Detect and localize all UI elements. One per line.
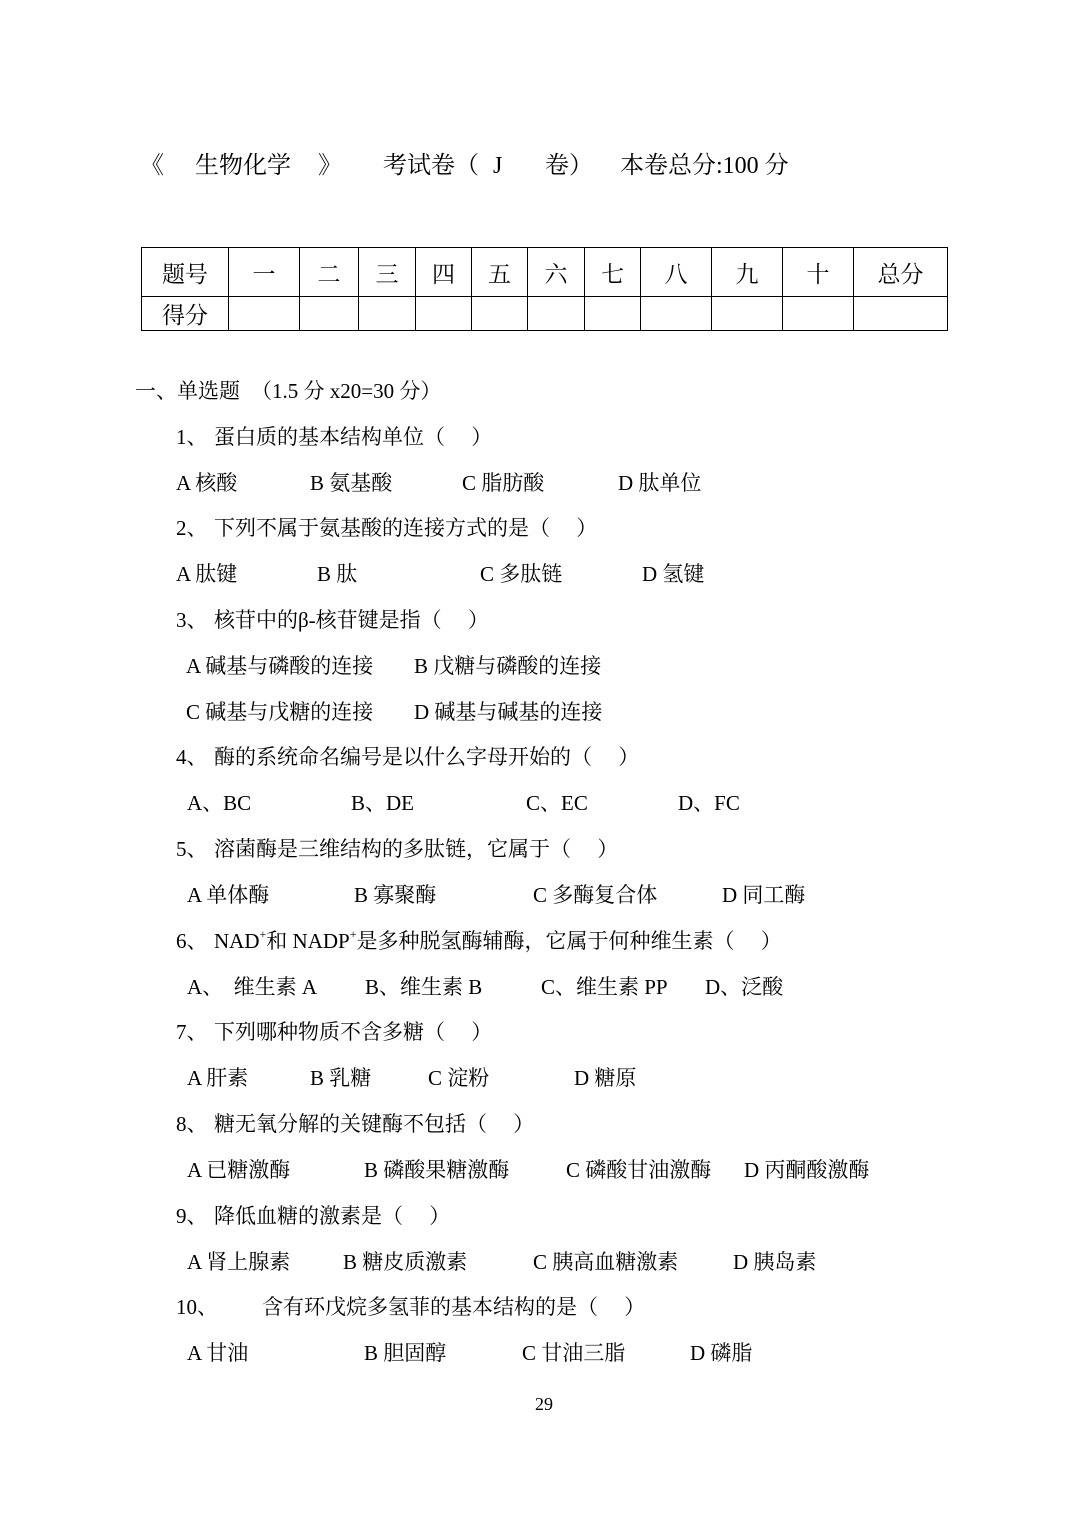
- question-text: 下列不属于氨基酸的连接方式的是（ ）: [214, 516, 598, 540]
- option-d[interactable]: D 肽单位: [618, 471, 702, 495]
- title-paper: J: [493, 153, 503, 179]
- score-cell[interactable]: [528, 297, 585, 331]
- score-cell[interactable]: [783, 297, 854, 331]
- question-text-part: 是多种脱氢酶辅酶，它属于何种维生素（ ）: [356, 929, 782, 953]
- title-subject: 生物化学: [195, 153, 291, 179]
- option-b[interactable]: B 乳糖: [310, 1066, 372, 1090]
- question-text: [214, 929, 782, 953]
- option-d[interactable]: D 磷脂: [690, 1341, 753, 1365]
- option-d[interactable]: D 氢键: [642, 562, 705, 586]
- score-table-header-row: [142, 248, 948, 297]
- option-b[interactable]: B 糖皮质激素: [343, 1250, 468, 1274]
- question-number: 4、: [176, 745, 208, 769]
- question-number: 10、: [176, 1295, 218, 1319]
- header-cell: 四: [416, 248, 472, 297]
- option-c[interactable]: C 脂肪酸: [462, 471, 545, 495]
- option-b[interactable]: B 戊糖与磷酸的连接: [414, 654, 602, 678]
- option-a[interactable]: A 单体酶: [187, 883, 270, 907]
- option-a[interactable]: A 肽键: [176, 562, 238, 586]
- option-c[interactable]: C 甘油三脂: [522, 1341, 626, 1365]
- header-cell: 三: [359, 248, 416, 297]
- option-c[interactable]: C 胰高血糖激素: [533, 1250, 679, 1274]
- header-cell: 十: [783, 248, 854, 297]
- option-d[interactable]: D 同工酶: [722, 883, 806, 907]
- option-b[interactable]: B 肽: [317, 562, 358, 586]
- superscript-plus: +: [349, 927, 357, 941]
- option-a[interactable]: A 碱基与磷酸的连接: [186, 654, 374, 678]
- option-b[interactable]: B 寡聚酶: [354, 883, 437, 907]
- option-b[interactable]: B 氨基酸: [310, 471, 393, 495]
- question-text: 核苷中的β-核苷键是指（ ）: [214, 608, 489, 632]
- option-d[interactable]: D 丙酮酸激酶: [744, 1158, 870, 1182]
- score-table-score-row: [142, 297, 948, 331]
- question-number: 1、: [176, 425, 208, 449]
- header-cell: 八: [641, 248, 712, 297]
- score-cell[interactable]: [472, 297, 528, 331]
- option-c[interactable]: C、维生素 PP: [541, 975, 668, 999]
- option-a[interactable]: A、 维生素 A: [187, 975, 318, 999]
- score-cell[interactable]: [712, 297, 783, 331]
- header-cell: 九: [712, 248, 783, 297]
- option-c[interactable]: C、EC: [526, 791, 588, 815]
- header-cell: 七: [585, 248, 641, 297]
- question-text: 酶的系统命名编号是以什么字母开始的（ ）: [214, 745, 640, 769]
- option-d[interactable]: D 碱基与碱基的连接: [414, 700, 603, 724]
- title-close-bracket: 》: [318, 153, 342, 179]
- option-d[interactable]: D 糖原: [574, 1066, 637, 1090]
- score-cell[interactable]: [641, 297, 712, 331]
- option-b[interactable]: B 胆固醇: [364, 1341, 447, 1365]
- title-paper-suffix: 卷）: [545, 153, 593, 179]
- score-cell[interactable]: [854, 297, 948, 331]
- section-title: 一、单选题: [135, 379, 240, 403]
- option-c[interactable]: C 磷酸甘油激酶: [566, 1158, 712, 1182]
- score-cell[interactable]: [300, 297, 359, 331]
- question-text: 下列哪种物质不含多糖（ ）: [214, 1020, 493, 1044]
- option-b[interactable]: B、DE: [351, 791, 414, 815]
- question-text: 含有环戊烷多氢菲的基本结构的是（ ）: [262, 1295, 646, 1319]
- score-cell[interactable]: [229, 297, 300, 331]
- option-c[interactable]: C 多酶复合体: [533, 883, 658, 907]
- question-number: 3、: [176, 608, 208, 632]
- title-total-score: 本卷总分:100 分: [620, 153, 789, 179]
- question-text-part: NAD: [214, 929, 260, 953]
- score-table: [141, 247, 948, 331]
- question-number: 2、: [176, 516, 208, 540]
- superscript-plus: +: [259, 927, 267, 941]
- question-text: 溶菌酶是三维结构的多肽链，它属于（ ）: [214, 837, 619, 861]
- header-cell: 五: [472, 248, 528, 297]
- option-b[interactable]: B、维生素 B: [365, 975, 483, 999]
- option-d[interactable]: D 胰岛素: [733, 1250, 817, 1274]
- question-number: 9、: [176, 1204, 208, 1228]
- header-cell: 题号: [142, 248, 229, 297]
- option-a[interactable]: A 核酸: [176, 471, 238, 495]
- question-text: 降低血糖的激素是（ ）: [214, 1204, 451, 1228]
- page-number: 29: [535, 1394, 553, 1414]
- option-d[interactable]: D、泛酸: [705, 975, 784, 999]
- question-text: 蛋白质的基本结构单位（ ）: [214, 425, 493, 449]
- title-open-bracket: 《: [140, 153, 164, 179]
- option-a[interactable]: A 肝素: [187, 1066, 249, 1090]
- option-a[interactable]: A 甘油: [187, 1341, 249, 1365]
- score-row-label: 得分: [142, 297, 229, 331]
- header-cell: 总分: [854, 248, 948, 297]
- question-number: 7、: [176, 1020, 208, 1044]
- score-cell[interactable]: [585, 297, 641, 331]
- header-cell: 六: [528, 248, 585, 297]
- section-points: （1.5 分 x20=30 分）: [251, 379, 442, 403]
- title-exam: 考试卷（: [383, 153, 479, 179]
- score-cell[interactable]: [359, 297, 416, 331]
- question-text-part: 和 NADP: [266, 929, 350, 953]
- header-cell: 二: [300, 248, 359, 297]
- option-a[interactable]: A 已糖激酶: [187, 1158, 291, 1182]
- question-text: 糖无氧分解的关键酶不包括（ ）: [214, 1112, 535, 1136]
- option-c[interactable]: C 碱基与戊糖的连接: [186, 700, 374, 724]
- option-d[interactable]: D、FC: [678, 791, 740, 815]
- score-cell[interactable]: [416, 297, 472, 331]
- question-number: 5、: [176, 837, 208, 861]
- option-c[interactable]: C 淀粉: [428, 1066, 490, 1090]
- option-b[interactable]: B 磷酸果糖激酶: [364, 1158, 510, 1182]
- question-number: 8、: [176, 1112, 208, 1136]
- option-a[interactable]: A 肾上腺素: [187, 1250, 291, 1274]
- option-c[interactable]: C 多肽链: [480, 562, 563, 586]
- option-a[interactable]: A、BC: [187, 791, 252, 815]
- header-cell: 一: [229, 248, 300, 297]
- question-number: 6、: [176, 929, 208, 953]
